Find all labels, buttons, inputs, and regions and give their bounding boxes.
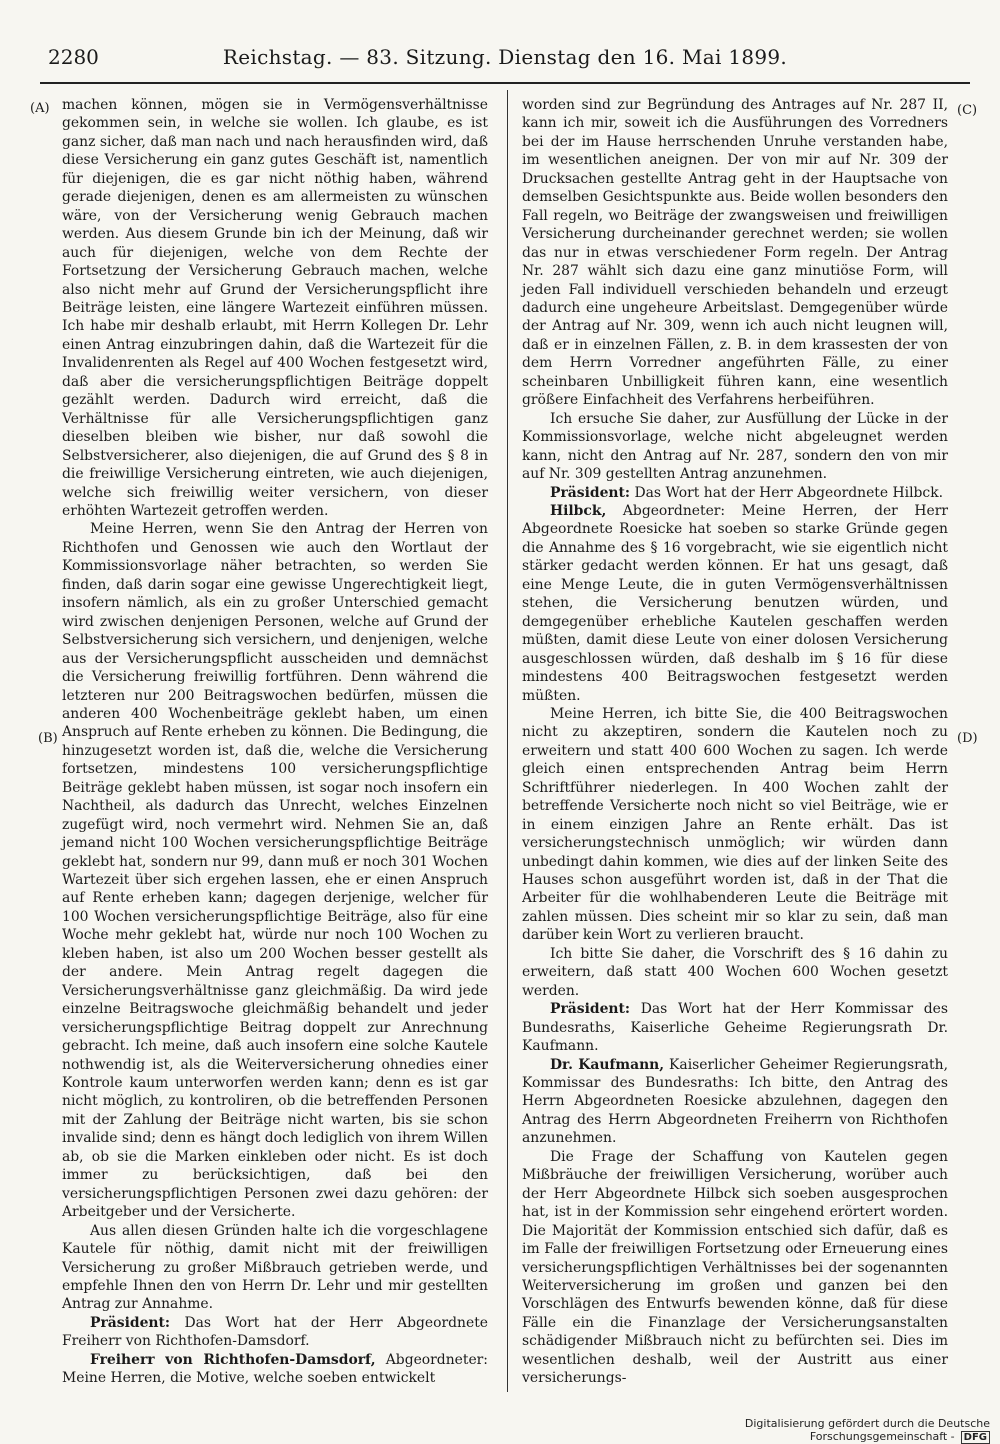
right-column <box>522 96 948 1388</box>
speaker-paragraph <box>62 1351 488 1388</box>
header-rule <box>40 82 970 84</box>
paragraph: Meine Herren, wenn Sie den Antrag der Herren von Richthofen und Genossen wie auch den Wortlaut der Kommissionsvorlage näher betrachten, so werden Sie finden, daß darin sogar eine gewisse Ungerechtigkeit liegt, insofern nämlich, als ein zu großer Unterschied gemacht wird zwischen denjenigen Personen, welche auf Grund der Selbstversicherung sich versichern, und denjenigen, welche aus der Versicherungspflicht ausscheiden und demnächst die Versicherung freiwillig fortführen. Denn während die letzteren nur 200 Beitragswochen bedürfen, müssen die anderen 400 Wochenbeiträge geklebt haben, um einen Anspruch auf Rente erheben zu können. Die Bedingung, die hinzugesetzt worden ist, daß die, welche die Versicherung fortsetzen, mindestens 100 versicherungspflichtige Beiträge geklebt haben müssen, ist sogar noch insofern ein Nachtheil, als dadurch das Unrecht, welches Einzelnen zugefügt wird, noch vermehrt wird. Nehmen Sie an, daß jemand nicht 100 Wochen versicherungspflichtige Beiträge geklebt hat, sondern nur 99, dann muß er noch 301 Wochen Wartezeit über sich ergehen lassen, ehe er einen Anspruch auf Rente erheben kann; dagegen derjenige, welcher für 100 Wochen versicherungspflichtige Beiträge, also für eine Woche mehr geklebt hat, würde nur noch 100 Wochen zu kleben haben, ist also um 200 Wochen besser gestellt als der andere. Mein Antrag regelt dagegen die Versicherungsverhältnisse ganz gleichmäßig. Da wird jede einzelne Beitragswoche gleichmäßig behandelt und jeder versicherungspflichtige Beitrag doppelt zur Anrechnung gebracht. Ich meine, daß auch insofern eine solche Kautele nothwendig ist, als die Weiterversicherung ohnedies einer Kontrole kaum unterworfen werden kann; denn es ist gar nicht möglich, zu kontroliren, ob die betreffenden Personen mit der Zahlung der Beiträge nicht warten, bis sie schon invalide sind; denn es hängt doch lediglich von ihrem Willen ab, ob sie die Marken einkleben oder nicht. Es ist doch immer zu berücksichtigen, daß bei den versicherungspflichtigen Personen zwei dazu gehören: der Arbeitgeber und der Versicherte. <box>62 521 488 1221</box>
speaker-name: Präsident: <box>550 1001 631 1018</box>
margin-marker-b: (B) <box>38 731 58 746</box>
speech-text: Abgeordneter: Meine Herren, der Herr Abgeordnete Roesicke hat soeben so starke Gründe gegen die Annahme des § 16 vorgebracht, wie sie eigentlich nicht stärker gedacht werden können. Er hat uns gesagt, daß eine Menge Leute, die in guten Vermögensverhältnissen stehen, die Versicherung benutzen würden, und demgegenüber erhebliche Kautelen geschaffen werden müßten, damit diese Leute von einer dolosen Versicherung ausgeschlossen würden, daß deshalb im § 16 für diese mindestens 400 Beitragswochen festgesetzt werden müßten. <box>522 502 948 704</box>
speech-text: Abgeordneter: Meine Herren, die Motive, welche soeben entwickelt <box>62 1351 488 1387</box>
speaker-paragraph <box>62 1314 488 1351</box>
margin-marker-a: (A) <box>30 101 50 116</box>
paragraph: machen können, mögen sie in Vermögensverhältnisse gekommen sein, in welche sie wollen. Ich glaube, es ist ganz sicher, daß man nach und nach herausfinden wird, daß diese Versicherung ein ganz gutes Geschäft ist, namentlich für diejenigen, die es gar nicht nöthig haben, während gerade diejenigen, denen es am allermeisten zu wünschen wäre, von der Versicherung wenig Gebrauch machen werden. Aus diesem Grunde bin ich der Meinung, daß wir auch für diejenigen, welche von dem Rechte der Fortsetzung der Versicherung Gebrauch machen, welche also nicht mehr auf Grund der Versicherungspflicht ihre Beiträge leisten, eine längere Wartezeit einführen müssen. Ich habe mir deshalb erlaubt, mit Herrn Kollegen Dr. Lehr einen Antrag einzubringen dahin, daß die Wartezeit für die Invalidenrenten als Regel auf 400 Wochen festgesetzt wird, daß aber die versicherungspflichtigen Beiträge doppelt gezählt werden. Dadurch wird erreicht, daß die Verhältnisse für alle Versicherungspflichtigen ganz dieselben bleiben wie bisher, nur daß sowohl die Selbstversicherer, also diejenigen, die auf Grund des § 8 in die freiwillige Versicherung eintreten, wie auch diejenigen, welche sich freiwillig weiter versichern, von dieser erhöhten Wartezeit getroffen werden. <box>62 97 488 519</box>
margin-marker-d: (D) <box>957 731 978 746</box>
paragraph: Aus allen diesen Gründen halte ich die vorgeschlagene Kautele für nöthig, damit nicht mit der freiwilligen Versicherung zu großer Mißbrauch getrieben werde, und empfehle Ihnen den von Herrn Dr. Lehr und mir gestellten Antrag zur Annahme. <box>62 1222 488 1313</box>
speech-text: Kaiserlicher Geheimer Regierungsrath, Kommissar des Bundesraths: Ich bitte, den Antrag des Herrn Abgeordneten Roesicke abzulehnen, dagegen den Antrag des Herrn Abgeordneten Freiherrn von Richthofen anzunehmen. <box>522 1056 948 1147</box>
paragraph: Ich ersuche Sie daher, zur Ausfüllung der Lücke in der Kommissionsvorlage, welche nicht abgeleugnet werden kann, nicht den Antrag auf Nr. 287, sondern den von mir auf Nr. 309 gestellten Antrag anzunehmen. <box>522 410 948 483</box>
paragraph: Meine Herren, ich bitte Sie, die 400 Beitragswochen nicht zu akzeptiren, sondern die Kautelen noch zu erweitern und statt 400 600 Wochen zu sagen. Ich werde gleich einen entsprechenden Antrag beim Herrn Schriftführer niederlegen. In 400 Wochen zahlt der betreffende Versicherte noch nicht so viel Beiträge, wie er in einem einzigen Jahre an Rente erhält. Das ist versicherungstechnisch unmöglich; wir würden dann unbedingt dahin kommen, wie dies auf der linken Seite des Hauses schon ausgeführt worden ist, daß in der That die Arbeiter für die wohlhabenderen Leute die Beiträge mit zahlen müssen. Dies scheint mir so klar zu sein, daß man darüber kein Wort zu verlieren braucht. <box>522 705 948 944</box>
speaker-paragraph <box>522 1056 948 1148</box>
dfg-logo: DFG <box>961 1431 990 1444</box>
speech-text: Das Wort hat der Herr Abgeordnete Hilbck. <box>634 484 944 501</box>
column-divider <box>507 90 508 1392</box>
speaker-name: Hilbck, <box>550 502 607 519</box>
credit-text: Digitalisierung gefördert durch die Deutsche Forschungsgemeinschaft - <box>744 1417 990 1443</box>
speaker-name: Präsident: <box>550 484 631 501</box>
paragraph: Ich bitte Sie daher, die Vorschrift des § 16 dahin zu erweitern, daß statt 400 Wochen 600 Wochen gesetzt werden. <box>522 945 948 999</box>
speaker-name: Dr. Kaufmann, <box>550 1056 665 1073</box>
speaker-name: Freiherr von Richthofen-Damsdorf, <box>90 1351 376 1368</box>
speaker-paragraph <box>522 502 948 705</box>
page-header <box>40 36 970 69</box>
running-head: Reichstag. — 83. Sitzung. Dienstag den 16. Mai 1899. <box>222 45 788 69</box>
speech-text: Das Wort hat der Herr Kommissar des Bundesraths, Kaiserliche Geheime Regierungsrath Dr. Kaufmann. <box>522 1001 948 1055</box>
digitization-credit <box>610 1417 990 1444</box>
left-column <box>62 96 488 1388</box>
page-number: 2280 <box>48 45 99 69</box>
paragraph: worden sind zur Begründung des Antrages auf Nr. 287 II, kann ich mir, soweit ich die Ausführungen des Vorredners bei der im Hause herrschenden Unruhe verstanden habe, im wesentlichen aneignen. Der von mir auf Nr. 309 der Drucksachen gestellte Antrag geht in der Hauptsache von demselben Gesichtspunkte aus. Beide wollen besonders den Fall regeln, wo Beiträge der zwangsweisen und freiwilligen Versicherung durcheinander gerechnet werden; sie wollen das nur in etwas verschiedener Form regeln. Der Antrag Nr. 287 wählt sich dazu eine ganz minutiöse Form, will jeden Fall individuell verschieden behandeln und erzeugt dadurch eine ungeheure Arbeitslast. Demgegenüber würde der Antrag auf Nr. 309, wenn ich auch nicht leugnen will, daß er in einzelnen Fällen, z. B. in dem krassesten der von dem Herrn Vorredner angeführten Fälle, zu einer scheinbaren Unbilligkeit führen kann, eine wesentlich größere Einfachheit des Verfahrens herbeiführen. <box>522 97 948 409</box>
speaker-name: Präsident: <box>90 1314 171 1331</box>
margin-marker-c: (C) <box>957 103 978 118</box>
speech-text: Das Wort hat der Herr Abgeordnete Freiherr von Richthofen-Damsdorf. <box>62 1314 488 1350</box>
speaker-paragraph <box>522 1000 948 1055</box>
speaker-paragraph <box>522 484 948 502</box>
paragraph: Die Frage der Schaffung von Kautelen gegen Mißbräuche der freiwilligen Versicherung, worüber auch der Herr Abgeordnete Hilbck sich soeben ausgesprochen hat, ist in der Kommission sehr eingehend erörtert worden. Die Majorität der Kommission entschied sich dafür, daß es im Falle der freiwilligen Fortsetzung oder Erneuerung eines versicherungspflichtigen Verhältnisses bei der sogenannten Weiterversicherung im großen und ganzen bei den Vorschlägen des Entwurfs bewenden könne, daß für diese Fälle ein die Finanzlage der Versicherungsanstalten schädigender Mißbrauch nicht zu befürchten sei. Dies im wesentlichen deshalb, weil der Austritt aus einer versicherungs- <box>522 1148 948 1387</box>
